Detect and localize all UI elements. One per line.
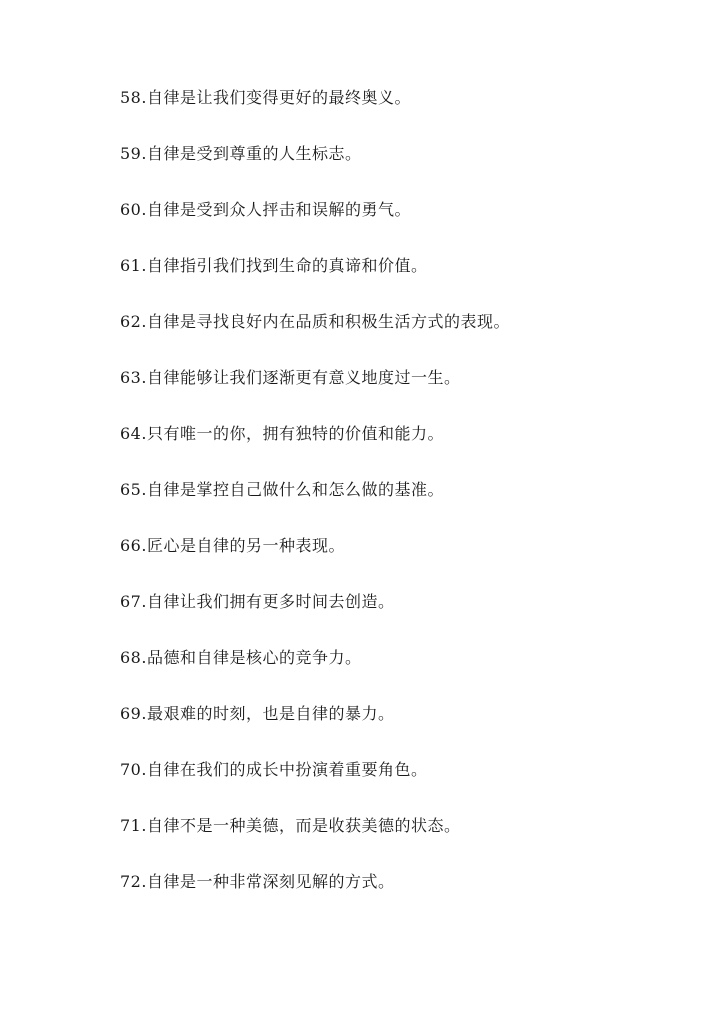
list-item (120, 422, 680, 478)
item-text: 最艰难的时刻，也是自律的暴力。 (146, 704, 395, 723)
item-text: 匠心是自律的另一种表现。 (146, 536, 345, 555)
list-item (120, 310, 680, 366)
list-item (120, 646, 680, 702)
item-text: 自律是让我们变得更好的最终奥义。 (146, 88, 411, 107)
item-text: 只有唯一的你，拥有独特的价值和能力。 (146, 424, 444, 443)
list-item (120, 86, 680, 142)
item-number: 68. (120, 648, 147, 667)
list-item (120, 366, 680, 422)
item-number: 64. (120, 424, 147, 443)
list-item (120, 702, 680, 758)
item-text: 自律是受到众人抨击和误解的勇气。 (146, 200, 411, 219)
item-number: 60. (120, 200, 147, 219)
list-item (120, 142, 680, 198)
list-item (120, 478, 680, 534)
item-number: 70. (120, 760, 147, 779)
item-number: 72. (120, 872, 147, 891)
item-text: 自律不是一种美德，而是收获美德的状态。 (146, 816, 461, 835)
list-item (120, 814, 680, 870)
item-number: 65. (120, 480, 147, 499)
item-number: 62. (120, 312, 147, 331)
item-number: 59. (120, 144, 147, 163)
item-number: 58. (120, 88, 147, 107)
item-text: 自律是寻找良好内在品质和积极生活方式的表现。 (146, 312, 510, 331)
item-text: 自律是一种非常深刻见解的方式。 (146, 872, 395, 891)
item-text: 品德和自律是核心的竞争力。 (146, 648, 362, 667)
item-text: 自律是受到尊重的人生标志。 (146, 144, 362, 163)
list-item (120, 590, 680, 646)
quote-list (120, 86, 680, 926)
list-item (120, 198, 680, 254)
item-number: 69. (120, 704, 147, 723)
item-text: 自律能够让我们逐渐更有意义地度过一生。 (146, 368, 461, 387)
item-text: 自律让我们拥有更多时间去创造。 (146, 592, 395, 611)
item-number: 71. (120, 816, 147, 835)
item-text: 自律指引我们找到生命的真谛和价值。 (146, 256, 428, 275)
item-number: 63. (120, 368, 147, 387)
list-item (120, 870, 680, 926)
item-text: 自律在我们的成长中扮演着重要角色。 (146, 760, 428, 779)
list-item (120, 254, 680, 310)
item-text: 自律是掌控自己做什么和怎么做的基准。 (146, 480, 444, 499)
item-number: 66. (120, 536, 147, 555)
item-number: 61. (120, 256, 147, 275)
list-item (120, 758, 680, 814)
list-item (120, 534, 680, 590)
item-number: 67. (120, 592, 147, 611)
